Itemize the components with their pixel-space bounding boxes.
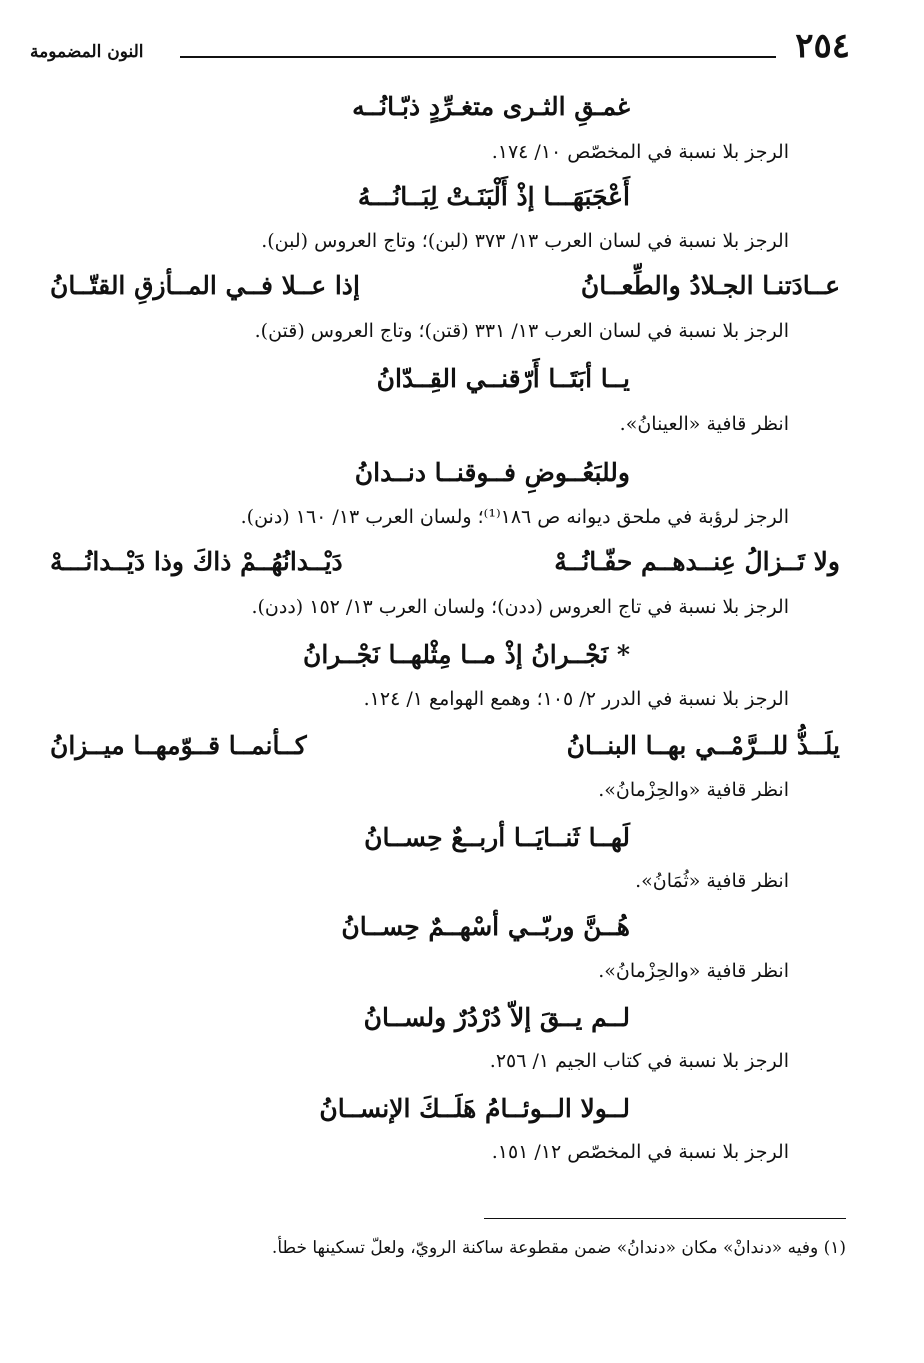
verse-line: أَعْجَبَهَـــا إذْ أَلْبَنَـتْ لِبَــانُـــهُ xyxy=(357,182,630,211)
verse-couplet xyxy=(50,547,840,583)
verse-line: هُــنَّ وربّــي أسْهــمٌ حِســانُ xyxy=(341,912,630,941)
cross-reference-line: انظر قافية «ثُمَانُ». xyxy=(635,870,789,892)
verse-line: لــولا الــوئــامُ هَلَــكَ الإنســانُ xyxy=(319,1094,630,1123)
cross-reference-line: انظر قافية «والحِزْمانُ». xyxy=(598,960,789,982)
verse-hemistich-right: عــادَتنـا الجـلادُ والطِّعــانُ xyxy=(580,271,840,300)
cross-reference-line: انظر قافية «والحِزْمانُ». xyxy=(598,779,789,801)
citation-line: الرجز بلا نسبة في لسان العرب ١٣/ ٣٧٣ (لبن)؛ وتاج العروس (لبن). xyxy=(261,230,789,252)
verse-line: يــا أبَتَــا أَرّقنــي القِــدّانُ xyxy=(376,364,630,393)
cross-reference-line: انظر قافية «العينانُ». xyxy=(619,413,789,435)
citation-line: الرجز لرؤبة في ملحق ديوانه ص ١٨٦⁽¹⁾؛ ولسان العرب ١٣/ ١٦٠ (دنن). xyxy=(240,506,789,528)
verse-line: لــم يــقَ إلاّ دُرْدُرٌ ولســانُ xyxy=(363,1003,630,1032)
citation-line: الرجز بلا نسبة في المخصّص ١٠/ ١٧٤. xyxy=(491,141,789,163)
header-rule xyxy=(180,56,776,58)
verse-hemistich-right: ولا تَــزالُ عِنــدهــم حفّـانُــهْ xyxy=(554,547,840,576)
citation-line: الرجز بلا نسبة في الدرر ٢/ ١٠٥؛ وهمع الهوامع ١/ ١٢٤. xyxy=(363,688,789,710)
page-number: ٢٥٤ xyxy=(795,26,850,66)
verse-line: * نَجْــرانُ إذْ مــا مِثْلهــا نَجْــرانُ xyxy=(302,640,630,669)
verse-line: وللبَعُــوضِ فــوقنــا دنــدانُ xyxy=(354,458,630,487)
citation-line: الرجز بلا نسبة في لسان العرب ١٣/ ٣٣١ (قتن)؛ وتاج العروس (قتن). xyxy=(254,320,789,342)
verse-line: غمـقِ الثـرى متغـرِّدٍ ذبّـانُــه xyxy=(352,92,630,121)
footnote: (١) وفيه «دندانْ» مكان «دندانُ» ضمن مقطوعة ساكنة الرويّ، ولعلّ تسكينها خطأ. xyxy=(271,1238,846,1258)
verse-hemistich-left: إذا عــلا فــي المــأزقِ القتّــانُ xyxy=(50,271,360,300)
verse-hemistich-left: كــأنمــا قــوّمهــا ميــزانُ xyxy=(50,731,307,760)
verse-couplet xyxy=(50,731,840,767)
verse-couplet xyxy=(50,271,840,307)
verse-line: لَهــا ثَنــايَــا أربــعٌ حِســانُ xyxy=(364,823,630,852)
page-header xyxy=(30,26,850,70)
footnote-rule xyxy=(484,1218,846,1219)
running-head: النون المضمومة xyxy=(30,42,144,62)
citation-line: الرجز بلا نسبة في تاج العروس (ددن)؛ ولسان العرب ١٣/ ١٥٢ (ددن). xyxy=(251,596,789,618)
verse-hemistich-left: دَيْــدانُهُــمْ ذاكَ وذا دَيْــدانُـــهْ xyxy=(50,547,343,576)
verse-hemistich-right: يلَــذُّ للــرَّمْــي بهــا البنــانُ xyxy=(566,731,840,760)
citation-line: الرجز بلا نسبة في كتاب الجيم ١/ ٢٥٦. xyxy=(489,1050,789,1072)
citation-line: الرجز بلا نسبة في المخصّص ١٢/ ١٥١. xyxy=(491,1141,789,1163)
